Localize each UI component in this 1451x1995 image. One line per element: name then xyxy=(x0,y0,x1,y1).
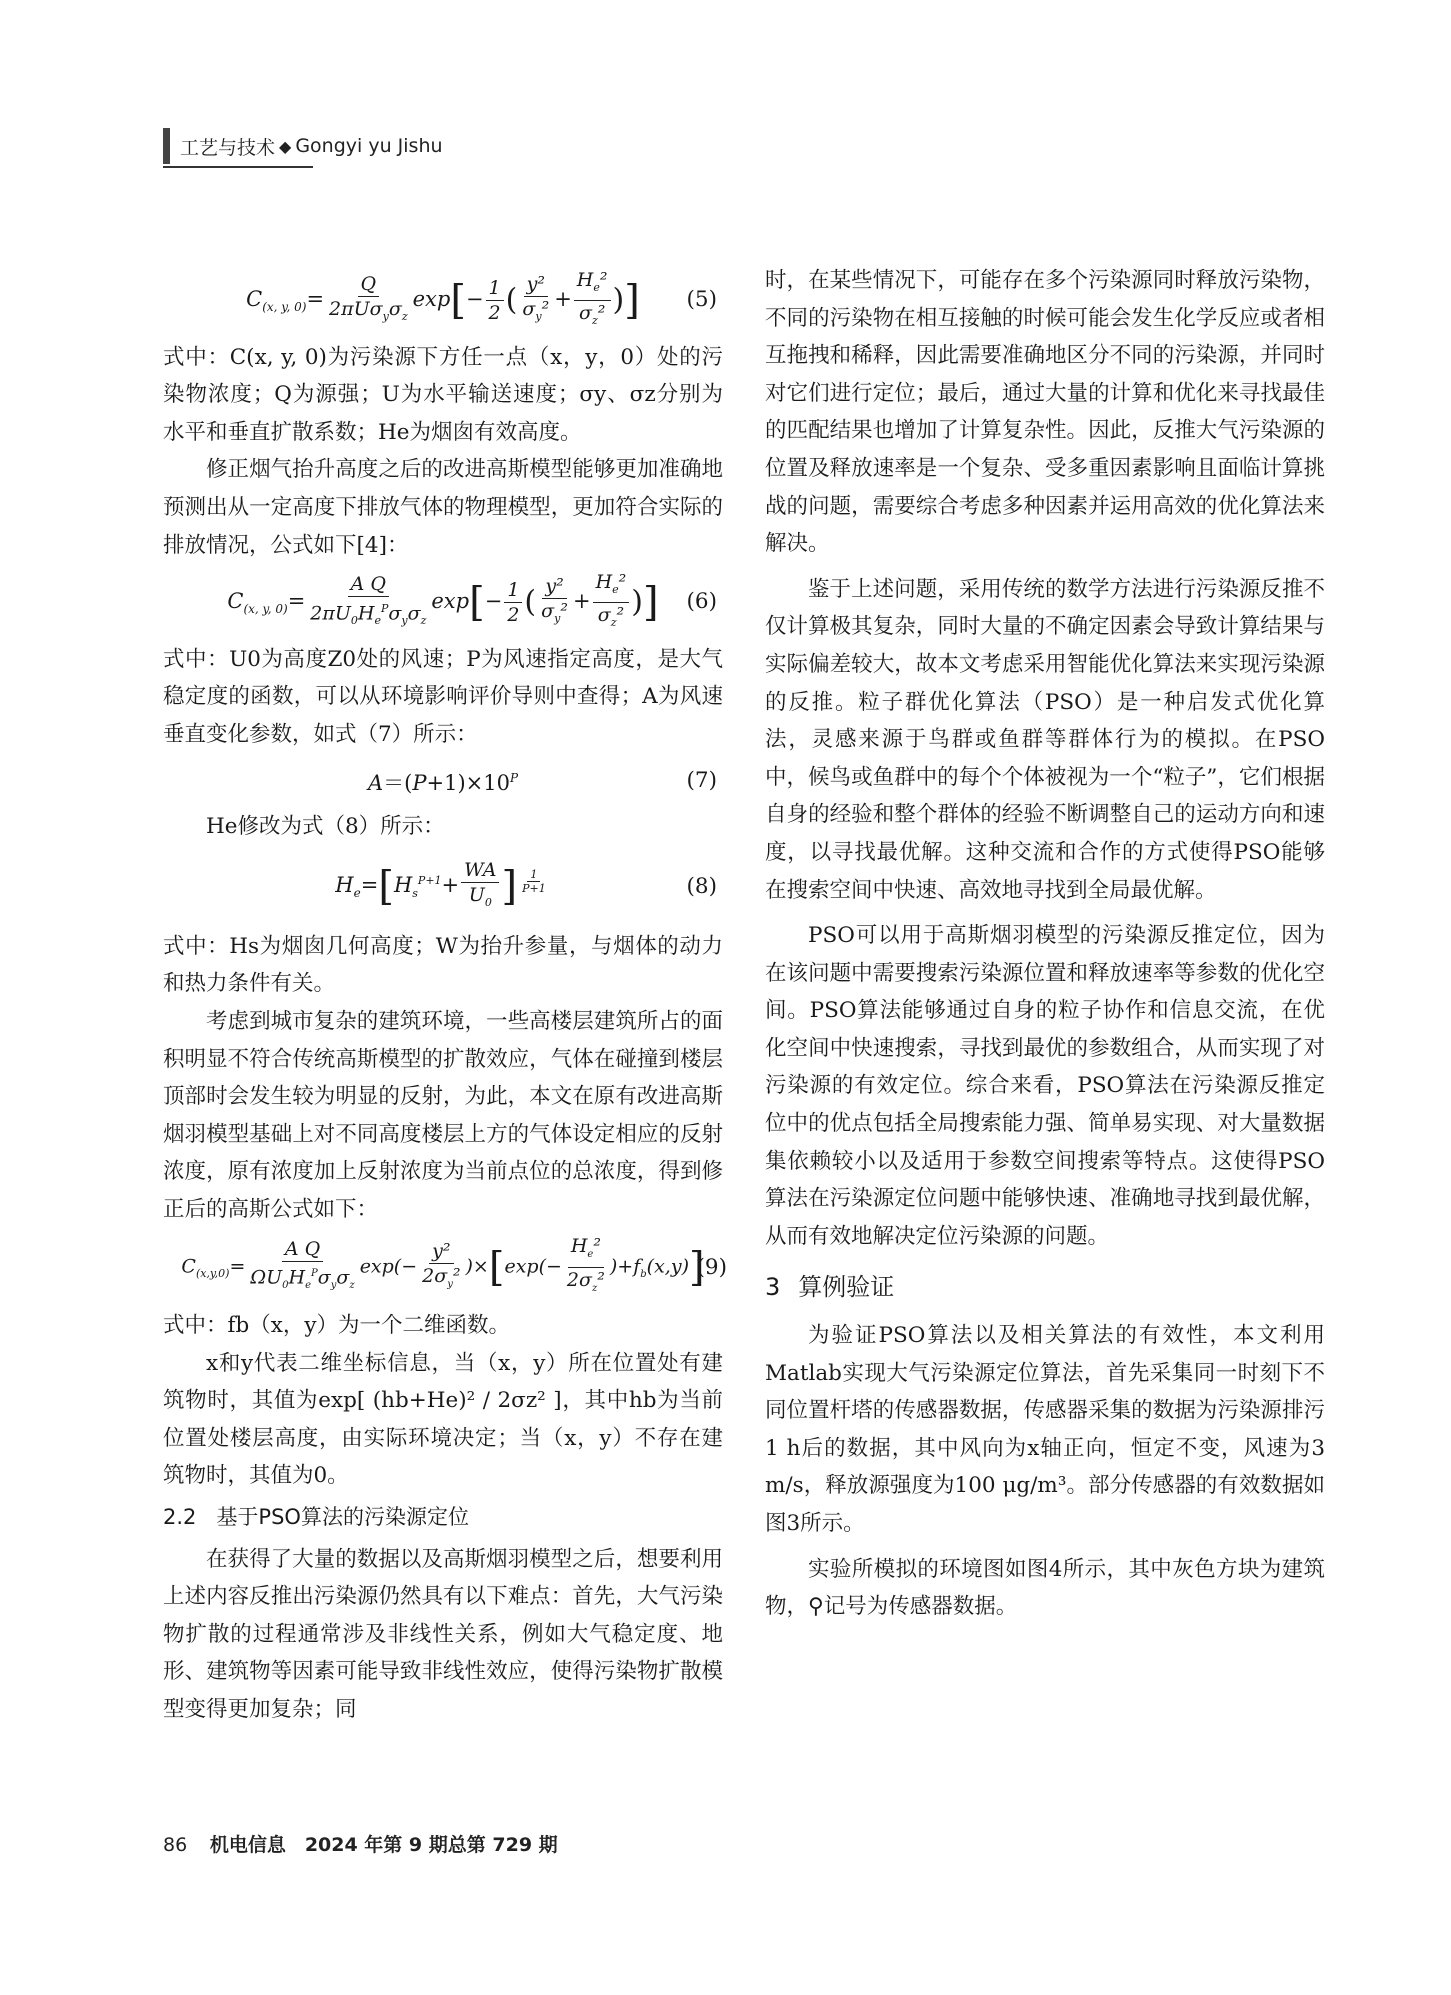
eq8-number: (8) xyxy=(686,873,717,899)
header-bar xyxy=(163,128,170,164)
section-2-2-heading xyxy=(163,1499,723,1537)
eq7-number: (7) xyxy=(686,768,717,794)
left-para-1: 式中：C(x, y, 0)为污染源下方任一点（x，y，0）处的污染物浓度；Q为源强；U为水平输送速度；σy、σz分别为水平和垂直扩散系数；He为烟囱有效高度。 xyxy=(163,344,723,445)
eq5-number: (5) xyxy=(686,287,717,313)
section-2-2-title: 基于PSO算法的污染源定位 xyxy=(216,1505,469,1530)
equation-6 xyxy=(163,570,723,635)
left-para-2: 修正烟气抬升高度之后的改进高斯模型能够更加准确地预测出从一定高度下排放气体的物理模型，更加符合实际的排放情况，公式如下[4]： xyxy=(163,457,723,558)
section-3-heading xyxy=(765,1269,1325,1307)
header-rule xyxy=(163,166,313,168)
right-para-5: 实验所模拟的环境图如图4所示，其中灰色方块为建筑物，⚲记号为传感器数据。 xyxy=(765,1556,1325,1620)
left-para-3: 式中：U0为高度Z0处的风速；P为风速指定高度，是大气稳定度的函数，可以从环境影响评价导则中查得；A为风速垂直变化参数，如式（7）所示： xyxy=(163,646,723,747)
section-3-title: 算例验证 xyxy=(798,1273,895,1302)
left-para-4: He修改为式（8）所示： xyxy=(206,814,445,840)
page-number: 86 xyxy=(163,1834,188,1856)
left-para-5: 式中：Hs为烟囱几何高度；W为抬升参量，与烟体的动力和热力条件有关。 xyxy=(163,933,723,997)
eq6-number: (6) xyxy=(686,589,717,615)
eq9-number: (9) xyxy=(696,1254,727,1280)
running-header xyxy=(163,128,443,164)
section-3-number: 3 xyxy=(765,1273,781,1302)
header-cn: 工艺与技术 xyxy=(180,136,276,159)
equation-5 xyxy=(163,268,723,333)
eq8-body: $H_e=[H_s^{P+1}+$ $\frac{WA}{U_0}$ ] $^{\frac{1}{P+1}}$ xyxy=(335,859,546,910)
right-column xyxy=(765,262,1325,1626)
eq5-body: $C_{(x, y, 0)}=$ $\frac{Q}{2\pi U\sigma_y\sigma_z}$ exp[− $\frac{1}{2}$ ( $\frac{\text{y²}}{\sigma_y^2}$ + $\frac{H_e^2}{\sigma_z^2}$ )] xyxy=(246,269,640,327)
eq7-body: $A=(P+1)\times 10^P$ xyxy=(367,770,519,795)
header-en: Gongyi yu Jishu xyxy=(295,135,443,157)
right-para-3: PSO可以用于高斯烟羽模型的污染源反推定位，因为在该问题中需要搜索污染源位置和释放速率等参数的优化空间。PSO算法能够通过自身的粒子协作和信息交流，在优化空间中快速搜索，寻找到最优的参数组合，从而实现了对污染源的有效定位。综合来看，PSO算法在污染源反推定位中的优点包括全局搜索能力强、简单易实现、对大量数据集依赖较小以及适用于参数空间搜索等特点。这使得PSO算法在污染源定位问题中能够快速、准确地寻找到最优解，从而有效地解决定位污染源的问题。 xyxy=(765,923,1325,1249)
equation-7 xyxy=(163,760,723,803)
diamond-icon: ◆ xyxy=(279,136,292,156)
journal-info: 机电信息 2024 年第 9 期总第 729 期 xyxy=(209,1834,558,1856)
page-footer xyxy=(163,1830,558,1857)
equation-9 xyxy=(163,1234,727,1301)
left-para-7: 式中：fb（x，y）为一个二维函数。 xyxy=(163,1313,510,1339)
left-column xyxy=(163,262,727,1729)
eq9-body: $C_{(x,y,0)}=$ $\frac{\text{A Q}}{\Omega U_0H_e^P\sigma_y\sigma_z}$ exp(− $\frac{\text{y²}}{2\sigma_y^2}$ )×[exp(− $\frac{H_e^2}{2\sigma_z^2}$ )$+f_b(x,y)$] xyxy=(181,1235,705,1295)
left-para-8: x和y代表二维坐标信息，当（x，y）所在位置处有建筑物时，其值为exp[ (hb+He)² / 2σz² ]，其中hb为当前位置处楼层高度，由实际环境决定；当（x，y）不存在建筑物时，其值为0。 xyxy=(163,1350,723,1489)
right-para-2: 鉴于上述问题，采用传统的数学方法进行污染源反推不仅计算极其复杂，同时大量的不确定因素会导致计算结果与实际偏差较大，故本文考虑采用智能优化算法来实现污染源的反推。粒子群优化算法（PSO）是一种启发式优化算法，灵感来源于鸟群或鱼群等群体行为的模拟。在PSO中，候鸟或鱼群中的每个个体被视为一个“粒子”，它们根据自身的经验和整个群体的经验不断调整自己的运动方向和速度，以寻找最优解。这种交流和合作的方式使得PSO能够在搜索空间中快速、高效地寻找到全局最优解。 xyxy=(765,576,1325,903)
left-para-6: 考虑到城市复杂的建筑环境，一些高楼层建筑所占的面积明显不符合传统高斯模型的扩散效应，气体在碰撞到楼层顶部时会发生较为明显的反射，为此，本文在原有改进高斯烟羽模型基础上对不同高度楼层上方的气体设定相应的反射浓度，原有浓度加上反射浓度为当前点位的总浓度，得到修正后的高斯公式如下： xyxy=(163,1008,723,1222)
eq6-body: $C_{(x, y, 0)}=$ $\frac{\text{A Q}}{2\pi U_0H_e^P\sigma_y\sigma_z}$ exp[− $\frac{1}{2}$ ( $\frac{\text{y²}}{\sigma_y^2}$ + $\frac{H_e^2}{\sigma_z^2}$ )] xyxy=(227,571,659,629)
section-2-2-number: 2.2 xyxy=(163,1505,197,1530)
equation-8 xyxy=(163,852,723,922)
left-para-9: 在获得了大量的数据以及高斯烟羽模型之后，想要利用上述内容反推出污染源仍然具有以下难点：首先，大气污染物扩散的过程通常涉及非线性关系，例如大气稳定度、地形、建筑物等因素可能导致非线性效应，使得污染物扩散模型变得更加复杂；同 xyxy=(163,1546,723,1722)
right-para-1: 时，在某些情况下，可能存在多个污染源同时释放污染物，不同的污染物在相互接触的时候可能会发生化学反应或者相互拖拽和稀释，因此需要准确地区分不同的污染源，并同时对它们进行定位；最后，通过大量的计算和优化来寻找最佳的匹配结果也增加了计算复杂性。因此，反推大气污染源的位置及释放速率是一个复杂、受多重因素影响且面临计算挑战的问题，需要综合考虑多种因素并运用高效的优化算法来解决。 xyxy=(765,268,1325,557)
right-para-4: 为验证PSO算法以及相关算法的有效性，本文利用Matlab实现大气污染源定位算法，首先采集同一时刻下不同位置杆塔的传感器数据，传感器采集的数据为污染源排污1 h后的数据，其中风向为x轴正向，恒定不变，风速为3 m/s，释放源强度为100 μg/m³。部分传感器的有效数据如图3所示。 xyxy=(765,1323,1325,1536)
